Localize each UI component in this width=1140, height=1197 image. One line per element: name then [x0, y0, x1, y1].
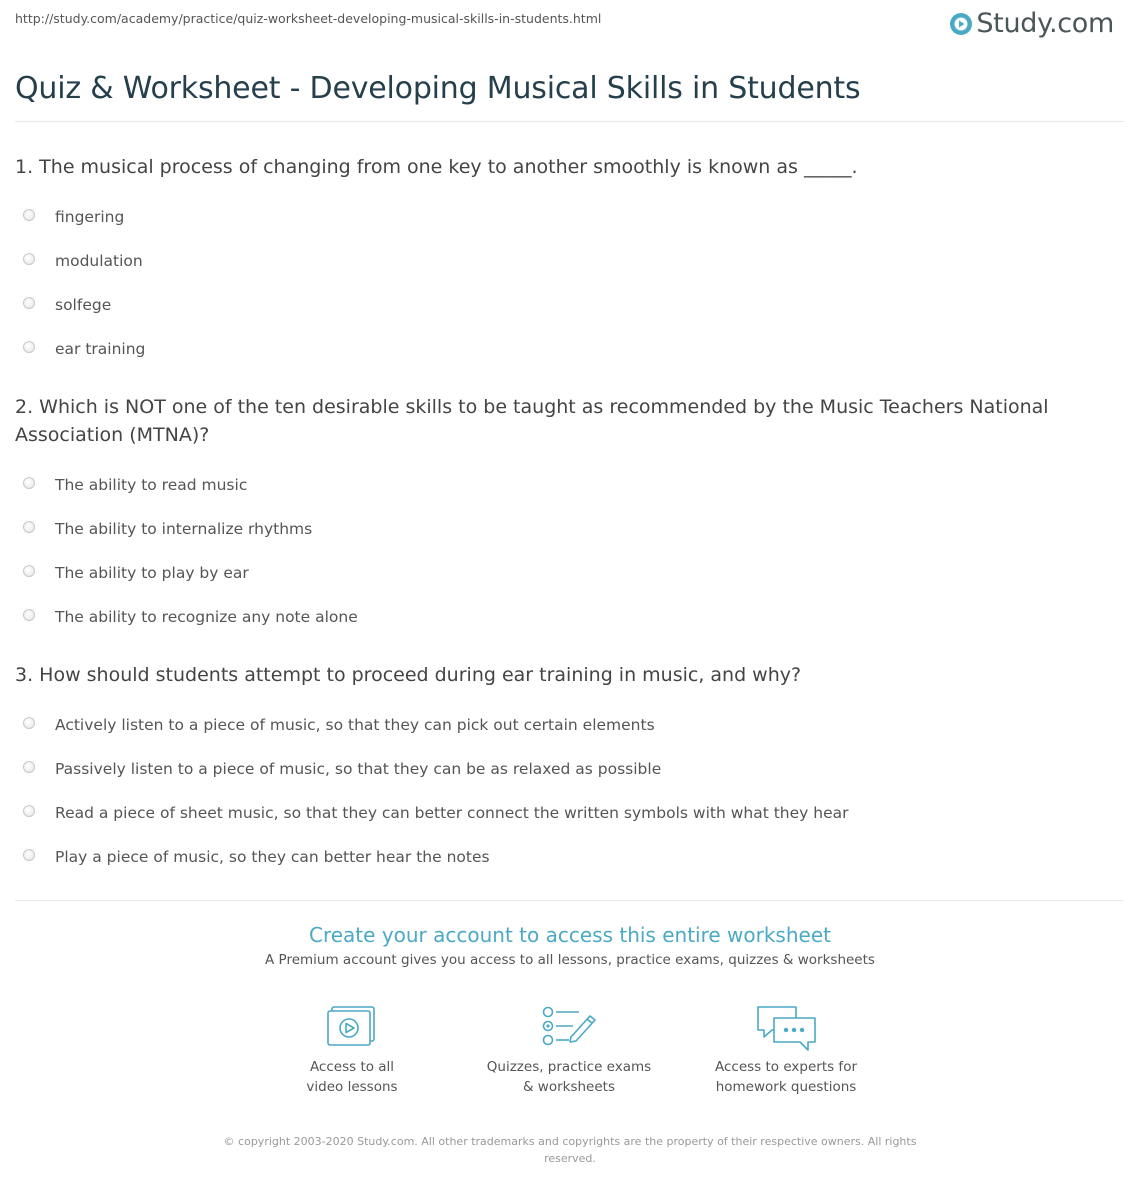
radio-button[interactable] [23, 565, 35, 577]
page-url: http://study.com/academy/practice/quiz-worksheet-developing-musical-skills-in-students.html [15, 11, 602, 26]
radio-button[interactable] [23, 253, 35, 265]
feature-video-lessons [252, 1004, 452, 1097]
copyright-text: © copyright 2003-2020 Study.com. All other trademarks and copyrights are the property of their respective owners. All rights reserved. [223, 1135, 917, 1165]
feature-label: Access to all video lessons [306, 1059, 398, 1095]
premium-features [0, 1004, 1140, 1114]
play-logo-icon [949, 12, 973, 36]
answer-option[interactable] [15, 327, 1115, 371]
question-2 [15, 393, 1115, 639]
question-text: 1. The musical process of changing from one key to another smoothly is known as _____. [15, 156, 858, 178]
radio-button[interactable] [23, 209, 35, 221]
question-1 [15, 153, 1115, 371]
study-logo[interactable] [949, 8, 1114, 40]
page-title: Quiz & Worksheet - Developing Musical Skills in Students [15, 71, 861, 106]
feature-experts [686, 1004, 886, 1097]
answer-option[interactable] [15, 747, 1115, 791]
radio-button[interactable] [23, 341, 35, 353]
question-text: 2. Which is NOT one of the ten desirable skills to be taught as recommended by the Music Teachers National Association (MTNA)? [15, 396, 1049, 446]
option-label: fingering [55, 208, 125, 226]
answer-option[interactable] [15, 239, 1115, 283]
radio-button[interactable] [23, 477, 35, 489]
radio-button[interactable] [23, 297, 35, 309]
answer-option[interactable] [15, 703, 1115, 747]
option-label: Play a piece of music, so they can better hear the notes [55, 848, 490, 866]
chat-bubbles-icon [754, 1004, 818, 1054]
answer-options [15, 463, 1115, 639]
answer-option[interactable] [15, 507, 1115, 551]
option-label: The ability to read music [55, 476, 248, 494]
answer-option[interactable] [15, 463, 1115, 507]
answer-options [15, 703, 1115, 879]
radio-button[interactable] [23, 761, 35, 773]
option-label: solfege [55, 296, 112, 314]
answer-option[interactable] [15, 283, 1115, 327]
option-label: Actively listen to a piece of music, so that they can pick out certain elements [55, 716, 655, 734]
option-label: modulation [55, 252, 143, 270]
quiz-checklist-icon [541, 1004, 597, 1048]
title-divider [15, 121, 1124, 122]
logo-text: Study.com [976, 8, 1114, 39]
radio-button[interactable] [23, 849, 35, 861]
option-label: The ability to play by ear [55, 564, 249, 582]
answer-option[interactable] [15, 551, 1115, 595]
radio-button[interactable] [23, 609, 35, 621]
question-text: 3. How should students attempt to proceed during ear training in music, and why? [15, 664, 802, 686]
option-label: ear training [55, 340, 146, 358]
feature-label: Quizzes, practice exams & worksheets [486, 1059, 652, 1095]
feature-label: Access to experts for homework questions [714, 1059, 857, 1095]
option-label: The ability to recognize any note alone [55, 608, 358, 626]
video-lessons-icon [326, 1004, 378, 1048]
answer-option[interactable] [15, 195, 1115, 239]
option-label: Read a piece of sheet music, so that they can better connect the written symbols with what they hear [55, 804, 849, 822]
radio-button[interactable] [23, 717, 35, 729]
radio-button[interactable] [23, 805, 35, 817]
question-3 [15, 661, 1115, 879]
answer-option[interactable] [15, 595, 1115, 639]
radio-button[interactable] [23, 521, 35, 533]
cta-subtitle: A Premium account gives you access to all lessons, practice exams, quizzes & worksheets [265, 952, 875, 968]
signup-cta [0, 923, 1140, 968]
option-label: The ability to internalize rhythms [55, 520, 313, 538]
cta-divider [15, 900, 1124, 901]
answer-options [15, 195, 1115, 371]
feature-quizzes [469, 1004, 669, 1097]
answer-option[interactable] [15, 835, 1115, 879]
answer-option[interactable] [15, 791, 1115, 835]
option-label: Passively listen to a piece of music, so that they can be as relaxed as possible [55, 760, 662, 778]
cta-title-link[interactable]: Create your account to access this entire worksheet [309, 923, 831, 947]
